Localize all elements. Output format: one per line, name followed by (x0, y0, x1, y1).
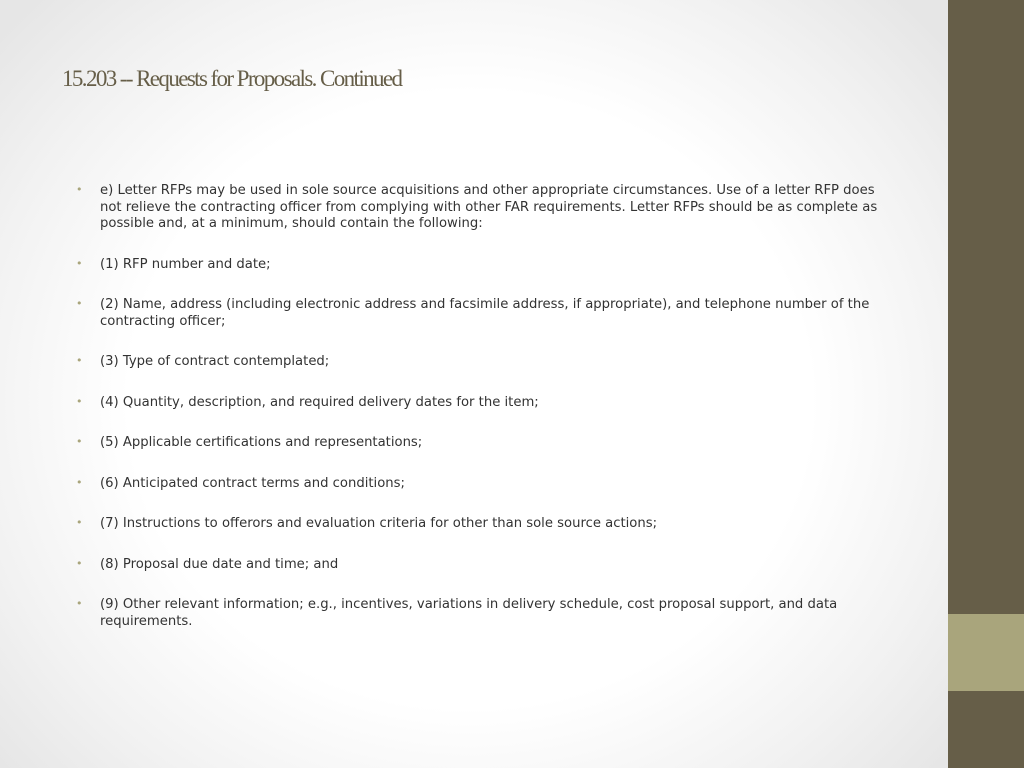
bullet-text: e) Letter RFPs may be used in sole source acquisitions and other appropriate circumstances. Use of a letter RFP does not relieve the contracting officer from complying with other FAR requirements. Letter RFPs should be as complete as possible and, at a minimum, should contain the following: (100, 183, 878, 231)
bullet-item (76, 597, 886, 630)
bullet-item (76, 435, 886, 452)
bullet-marker: • (76, 597, 83, 610)
bullet-marker: • (76, 394, 83, 408)
bullet-marker: • (76, 354, 83, 367)
bullet-marker: • (76, 516, 83, 529)
bullet-item (76, 395, 886, 412)
bullet-item (76, 183, 886, 233)
bullet-item (76, 516, 886, 533)
bullet-text: (6) Anticipated contract terms and conditions; (100, 475, 405, 491)
bullet-marker: • (76, 297, 83, 310)
bullet-text: (2) Name, address (including electronic address and facsimile address, if appropriate), and telephone number of the contracting officer; (100, 297, 870, 329)
bullet-marker: • (76, 256, 83, 270)
bullet-marker: • (76, 475, 83, 489)
bullet-marker: • (76, 556, 83, 570)
bullet-item (76, 297, 886, 330)
bullet-text: (4) Quantity, description, and required delivery dates for the item; (100, 394, 539, 410)
sidebar-accent-block (948, 614, 1024, 691)
bullet-item (76, 354, 886, 371)
bullet-text: (7) Instructions to offerors and evaluation criteria for other than sole source actions; (100, 516, 658, 531)
bullet-list (76, 183, 886, 654)
bullet-item (76, 557, 886, 574)
bullet-marker: • (76, 435, 83, 448)
bullet-item (76, 476, 886, 493)
bullet-text: (1) RFP number and date; (100, 256, 271, 272)
slide-title: 15.203 -- Requests for Proposals. Continued (62, 66, 402, 91)
bullet-item (76, 257, 886, 274)
bullet-text: (9) Other relevant information; e.g., incentives, variations in delivery schedule, cost proposal support, and data requirements. (100, 597, 838, 629)
bullet-text: (3) Type of contract contemplated; (100, 354, 330, 369)
bullet-text: (8) Proposal due date and time; and (100, 556, 339, 572)
bullet-text: (5) Applicable certifications and representations; (100, 435, 423, 450)
bullet-marker: • (76, 183, 83, 196)
